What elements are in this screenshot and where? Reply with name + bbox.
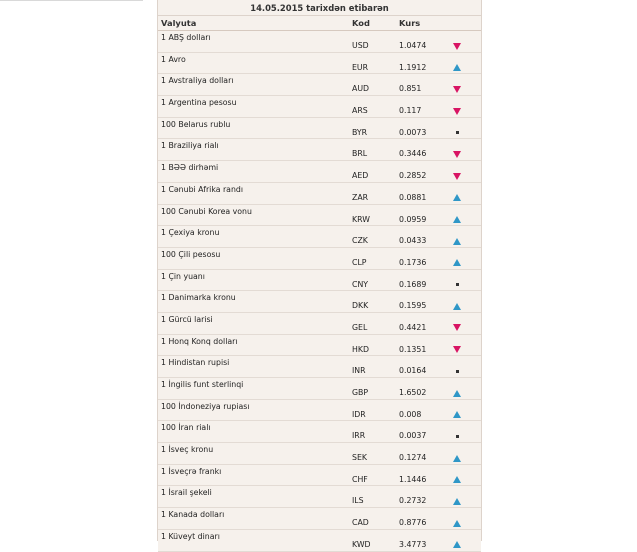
- currency-code: KWD: [352, 539, 371, 549]
- table-row: [158, 465, 481, 487]
- table-row: [158, 356, 481, 378]
- currency-code: BRL: [352, 149, 368, 159]
- trend-indicator: [452, 540, 462, 550]
- trend-indicator: [452, 215, 462, 225]
- currency-code: IDR: [352, 409, 366, 419]
- trend-indicator: [452, 193, 462, 203]
- currency-code: CNY: [352, 279, 369, 289]
- square-dot-icon: [456, 435, 459, 438]
- trend-indicator: [452, 258, 462, 268]
- currency-code: USD: [352, 41, 369, 50]
- trend-indicator: [452, 280, 462, 290]
- exchange-rate: 0.1351: [399, 344, 427, 354]
- triangle-down-icon: [453, 173, 461, 180]
- currency-code: ILS: [352, 496, 364, 506]
- currency-code: IRR: [352, 431, 366, 441]
- currency-code: CHF: [352, 474, 368, 484]
- table-row: [158, 486, 481, 508]
- currency-code: CAD: [352, 518, 369, 528]
- currency-code: GEL: [352, 322, 368, 332]
- triangle-up-icon: [453, 476, 461, 483]
- currency-name: 1 Çexiya kronu: [161, 228, 220, 238]
- table-row: [158, 96, 481, 118]
- table-title: 14.05.2015 tarixdən etibarən: [250, 3, 389, 13]
- currency-code: ARS: [352, 106, 368, 116]
- currency-name: 1 Çin yuanı: [161, 271, 205, 281]
- triangle-up-icon: [453, 541, 461, 548]
- exchange-rate: 1.1446: [399, 474, 427, 484]
- table-row: [158, 139, 481, 161]
- trend-indicator: [452, 149, 462, 159]
- triangle-up-icon: [453, 259, 461, 266]
- triangle-up-icon: [453, 194, 461, 201]
- table-row: [158, 378, 481, 400]
- header-currency: Valyuta: [161, 18, 197, 28]
- trend-indicator: [452, 366, 462, 376]
- table-row: [158, 291, 481, 313]
- currency-name: 1 Hindistan rupisi: [161, 358, 230, 368]
- currency-name: 1 Gürcü larisi: [161, 314, 213, 324]
- exchange-rate: 0.3446: [399, 149, 427, 159]
- trend-indicator: [452, 84, 462, 94]
- currency-name: 1 İngilis funt sterlinqi: [161, 380, 244, 389]
- exchange-rate: 0.2852: [399, 171, 427, 181]
- trend-indicator: [452, 388, 462, 398]
- currency-name: 1 Braziliya rialı: [161, 141, 219, 151]
- triangle-down-icon: [453, 43, 461, 50]
- exchange-rate: 0.2732: [399, 496, 427, 506]
- triangle-down-icon: [453, 346, 461, 353]
- currency-name: 100 İndoneziya rupiası: [161, 401, 250, 411]
- exchange-rate: 0.1689: [399, 279, 427, 289]
- square-dot-icon: [456, 131, 459, 134]
- table-row: [158, 161, 481, 183]
- trend-indicator: [452, 475, 462, 485]
- table-header: [158, 15, 481, 31]
- currency-code: SEK: [352, 453, 367, 463]
- currency-name: 1 Cənubi Afrika randı: [161, 184, 244, 194]
- currency-code: ZAR: [352, 192, 369, 202]
- square-dot-icon: [456, 283, 459, 286]
- currency-name: 100 Cənubi Korea vonu: [161, 206, 252, 216]
- triangle-up-icon: [453, 498, 461, 505]
- exchange-rate: 0.0073: [399, 127, 427, 137]
- currency-name: 1 Argentina pesosu: [161, 98, 237, 108]
- triangle-up-icon: [453, 238, 461, 245]
- currency-name: 1 Honq Konq dolları: [161, 336, 238, 346]
- table-row: [158, 248, 481, 270]
- table-row: [158, 443, 481, 465]
- trend-indicator: [452, 41, 462, 51]
- exchange-rate: 0.4421: [399, 322, 427, 332]
- trend-indicator: [452, 301, 462, 311]
- trend-indicator: [452, 171, 462, 181]
- exchange-rate: 3.4773: [399, 539, 427, 549]
- exchange-rate: 1.6502: [399, 388, 427, 397]
- currency-code: DKK: [352, 301, 369, 311]
- exchange-rate: 0.8776: [399, 518, 427, 528]
- exchange-rate: 1.1912: [399, 62, 427, 72]
- table-row: [158, 118, 481, 140]
- trend-indicator: [452, 496, 462, 506]
- table-row: [158, 226, 481, 248]
- trend-indicator: [452, 518, 462, 528]
- triangle-up-icon: [453, 520, 461, 527]
- trend-indicator: [452, 453, 462, 463]
- exchange-rate: 0.1274: [399, 453, 427, 463]
- table-row: [158, 530, 481, 552]
- currency-code: EUR: [352, 62, 369, 72]
- triangle-up-icon: [453, 455, 461, 462]
- trend-indicator: [452, 410, 462, 420]
- currency-name: 1 İsveç kronu: [161, 445, 214, 455]
- triangle-down-icon: [453, 108, 461, 115]
- exchange-rate: 1.0474: [399, 41, 427, 50]
- table-row: [158, 183, 481, 205]
- currency-code: AUD: [352, 84, 370, 94]
- trend-indicator: [452, 323, 462, 333]
- currency-name: 100 İran rialı: [161, 423, 211, 433]
- exchange-rates-table: [157, 0, 482, 549]
- table-row: [158, 421, 481, 443]
- currency-name: 100 Belarus rublu: [161, 119, 231, 129]
- triangle-down-icon: [453, 151, 461, 158]
- exchange-rate: 0.117: [399, 106, 422, 116]
- exchange-rate: 0.0433: [399, 236, 427, 246]
- exchange-rate: 0.0037: [399, 431, 427, 441]
- currency-name: 1 ABŞ dolları: [161, 33, 211, 42]
- triangle-up-icon: [453, 390, 461, 397]
- currency-name: 1 Küveyt dinarı: [161, 531, 220, 541]
- trend-indicator: [452, 106, 462, 116]
- currency-name: 1 İsveçrə frankı: [161, 466, 222, 476]
- currency-name: 1 Avro: [161, 54, 186, 64]
- triangle-down-icon: [453, 324, 461, 331]
- table-row: [158, 74, 481, 96]
- exchange-rate: 0.1595: [399, 301, 427, 311]
- currency-name: 1 Danimarka kronu: [161, 293, 236, 303]
- table-row: [158, 335, 481, 357]
- exchange-rate: 0.0959: [399, 214, 427, 224]
- currency-code: INR: [352, 366, 366, 376]
- table-row: [158, 508, 481, 530]
- table-row: [158, 400, 481, 422]
- table-body: [158, 31, 481, 552]
- exchange-rate: 0.008: [399, 409, 422, 419]
- table-row: [158, 205, 481, 227]
- currency-code: AED: [352, 171, 369, 181]
- currency-name: 1 Kanada dolları: [161, 510, 225, 520]
- exchange-rate: 0.0881: [399, 192, 427, 202]
- currency-name: 1 BƏƏ dirhəmi: [161, 163, 219, 173]
- currency-code: CLP: [352, 257, 367, 267]
- trend-indicator: [452, 236, 462, 246]
- exchange-rate: 0.851: [399, 84, 422, 94]
- trend-indicator: [452, 345, 462, 355]
- exchange-rate: 0.0164: [399, 366, 427, 376]
- trend-indicator: [452, 63, 462, 73]
- header-code: Kod: [352, 18, 370, 28]
- trend-indicator: [452, 431, 462, 441]
- header-rate: Kurs: [399, 18, 421, 28]
- table-row: [158, 31, 481, 53]
- triangle-up-icon: [453, 411, 461, 418]
- triangle-down-icon: [453, 86, 461, 93]
- currency-name: 100 Çili pesosu: [161, 249, 221, 259]
- currency-name: 1 Avstraliya dolları: [161, 76, 234, 86]
- top-divider: [0, 0, 143, 1]
- currency-code: HKD: [352, 344, 369, 354]
- triangle-up-icon: [453, 64, 461, 71]
- currency-code: BYR: [352, 127, 368, 137]
- table-row: [158, 53, 481, 75]
- currency-code: GBP: [352, 388, 369, 397]
- trend-indicator: [452, 128, 462, 138]
- exchange-rate: 0.1736: [399, 257, 427, 267]
- triangle-up-icon: [453, 303, 461, 310]
- currency-name: 1 İsrail şekeli: [161, 488, 212, 498]
- currency-code: KRW: [352, 214, 370, 224]
- currency-code: CZK: [352, 236, 368, 246]
- table-row: [158, 270, 481, 292]
- square-dot-icon: [456, 370, 459, 373]
- table-row: [158, 313, 481, 335]
- triangle-up-icon: [453, 216, 461, 223]
